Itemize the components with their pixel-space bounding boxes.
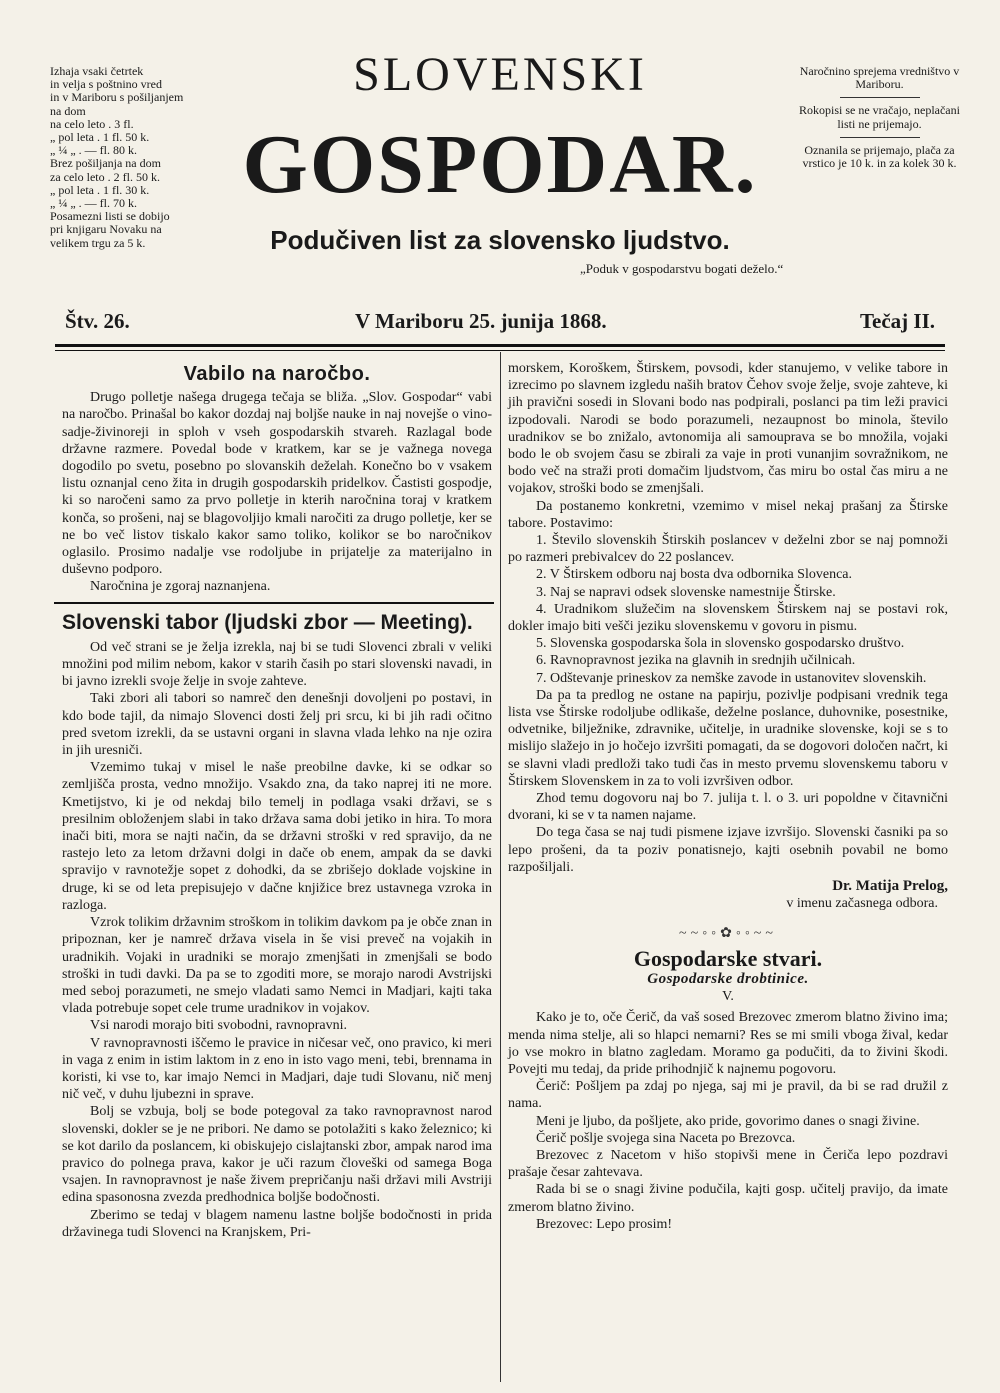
subscription-line: velikem trgu za 5 k. xyxy=(50,235,146,250)
paragraph: Rada bi se o snagi živine podučila, kajti gosp. učitelj pravijo, da imate zmerom blatno živino. xyxy=(508,1182,948,1215)
paragraph: Naročnina je zgoraj naznanjena. xyxy=(90,579,271,595)
subscription-line: in v Mariboru s pošiljanjem xyxy=(50,90,184,105)
paragraph: Čerič: Pošljem pa zdaj po njega, saj mi je pravil, da bi se rad družil z nama. xyxy=(508,1079,948,1112)
list-item: 7. Odštevanje prineskov za nemške zavode in ustanovitev slovenskih. xyxy=(536,670,927,686)
section-rule xyxy=(54,602,494,604)
list-item: 4. Uradnikom služečim na slovenskem Štirskem naj se postavi rok, dokler imajo biti vešči jeziku slovenskemu v govoru in pismu. xyxy=(508,601,948,635)
paragraph: Zberimo se tedaj v blagem namenu lastne boljše bodočnosti in prida državinega tudi Slovenci na Kranjskem, Pri- xyxy=(62,1207,492,1240)
ornament-divider: ~~◦◦✿◦◦~~ xyxy=(679,925,777,941)
column-divider xyxy=(500,352,501,1382)
editorial-info-manuscripts: Rokopisi se ne vračajo, neplačani listi ne prijemajo. xyxy=(799,103,960,131)
editorial-info-orders: Naročnino sprejema vredništvo v Mariboru. xyxy=(799,64,960,92)
list-item: 5. Slovenska gospodarska šola in slovensko gospodarsko društvo. xyxy=(536,636,905,652)
section-title-tabor: Slovenski tabor (ljudski zbor — Meeting). xyxy=(62,610,473,634)
divider xyxy=(840,137,920,138)
demands-list xyxy=(508,532,948,687)
header-rule-thin xyxy=(55,350,945,351)
section-subtitle: Gospodarske drobtinice. xyxy=(647,970,809,987)
volume-number: Tečaj II. xyxy=(859,309,935,333)
paragraph: Do tega časa se naj tudi pismene izjave izvršijo. Slovenski časniki pa so lepo prošeni, da ta poziv ponatisnejo, kajti osebnih povabil ne bomo razpošiljali. xyxy=(508,825,948,875)
right-column xyxy=(508,360,948,1233)
paragraph: Drugo polletje našega drugega tečaja se bliža. „Slov. Gospodar“ vabi na naročbo. Prinašal bo kakor dozdaj naj boljše nauke in naj novejše o vino-sadje-živinoreji in sploh v vseh gospodarskih stvareh. Razlagal bode državne razmere. Povedal bode v kratkem, kar se je važnega novega dogodilo po svetu, posebno po slovanskih deželah. Konečno bo v vsakem listu oznanjal ceno žita in drugih gospodarskih pridelkov. Častisti gospodje, ki so naročeni samo za prvo polletje in kterih naročnina toraj v kratkem konča, so prošeni, naj se blagovoljijo kmali naročiti za drugo polletje, ker se ne bo več listov tiskalo kakor samo toliko, kolikor se bo naročnikov oglasilo. Prosimo nadalje vse rodoljube in prijatelje za materijalno in duševno podporo. xyxy=(62,390,492,578)
subscription-line: „ ¼ „ . — fl. 70 k. xyxy=(50,196,137,211)
subscription-line: Brez pošiljanja na dom xyxy=(50,156,161,171)
paragraph: Brezovec: Lepo prosim! xyxy=(536,1216,673,1232)
list-item: 6. Ravnopravnost jezika na glavnih in srednjih učilnicah. xyxy=(536,653,856,669)
masthead-title-main: GOSPODAR. xyxy=(242,118,758,211)
list-item: 3. Naj se napravi odsek slovenske namestnije Štirske. xyxy=(536,584,836,600)
masthead-subtitle: Podučiven list za slovensko ljudstvo. xyxy=(270,225,730,255)
subscription-line: na dom xyxy=(50,103,86,118)
subscription-line: Izhaja vsaki četrtek xyxy=(50,64,144,78)
paragraph: Od več strani se je želja izrekla, naj bi se tudi Slovenci zbrali v veliki množini pod milim nebom, kakor v starih časih po stari slovenski navadi, in bi javno izrekli svoje želje in svoje zahteve. xyxy=(62,639,492,690)
paragraph: Čerič pošlje svojega sina Naceta po Brezovca. xyxy=(536,1130,796,1146)
paragraph: morskem, Koroškem, Štirskem, povsodi, kder stanujemo, v velike tabore in izrecimo po slavnem izgledu naših bratov Čehov svoje želje, svoje zahteve, ki jih pravični sosedi in Slovani bodo nas podpirali, poslanci pa tim leži pravici izpodovali. Narodi se bodo porazumeli, nezaupnost bo minola, število uradnikov se bo znižalo, avtonomija ali samouprava se bo množila, vojaki bodo le ob svojem času se zbirali za vaje in proti vunanjim sovražnikom, ne bodo več na straži proti domačim ljudstvom, čas miru bo ostal čas miru a ne vojakov, stroški bodo se zmenjšali. xyxy=(508,361,948,497)
signature: Dr. Matija Prelog, xyxy=(832,878,948,895)
list-item: 2. V Štirskem odboru naj bosta dva odbornika Slovenca. xyxy=(536,567,852,583)
subscription-info xyxy=(50,65,230,250)
left-column xyxy=(62,360,492,1241)
subscription-line: „ ¼ „ . — fl. 80 k. xyxy=(50,143,137,158)
subscription-line: „ pol leta . 1 fl. 50 k. xyxy=(50,130,150,145)
divider xyxy=(840,97,920,98)
paragraph: V ravnopravnosti iščemo le pravice in ničesar več, ono pravico, ki meri in vaga z enim in istim laktom in z eno in isto vago meni, tebi, brennama in koristi, ki vse to, kar imajo Nemci in Madjari, daje tudi Slovanu, nič menj nič več, v duhu ljubezni in sprave. xyxy=(62,1035,492,1103)
paragraph: Vzemimo tukaj v misel le naše preobilne davke, ki se odkar so zemljišča prosta, vedno množijo. Vsakdo zna, da tako naprej iti ne more. Kmetijstvo, ki je od nekdaj bilo temelj in podlaga vsaki državi, se s presilnim obloženjem slabi in tako država sama dobi jetiko in hira. To mora inači biti, mora se najti način, da se državni stroški v red spravijo, da ne rastejo leto za letom državni dolgi in dače ob enem, ampak da se davki spravijo v ravnotežje sopet z dohodki, da se zbrišejo doklade vojskine in druge, ki se od leta prepisujejo v dačne knjižice brez ustavnega vzroka in razloga. xyxy=(62,760,492,913)
subscription-line: na celo leto . 3 fl. xyxy=(50,116,134,131)
issue-bar xyxy=(55,309,935,337)
section-numeral: V. xyxy=(722,989,734,1005)
paragraph: Meni je ljubo, da pošljete, ako pride, govorimo danes o snagi živine. xyxy=(536,1113,920,1129)
masthead-title-top: SLOVENSKI xyxy=(353,48,647,101)
header-rule xyxy=(55,344,945,347)
editorial-info-ads: Oznanila se prijemajo, plača za vrstico je 10 k. in za kolek 30 k. xyxy=(802,142,957,171)
issue-number: Štv. 26. xyxy=(65,309,130,333)
section-title-subscription: Vabilo na naročbo. xyxy=(183,363,371,385)
paragraph: Taki zbori ali tabori so namreč den denešnji dovoljeni po postavi, in kdo bode tajil, da nimajo Slovenci dosti želj pri srcu, ki bi jih radi očitno pred svetom izrekli, da se ustavni organi in slavna vlada lehko na nje ozira in jih uresniči. xyxy=(62,691,492,759)
editorial-info xyxy=(792,65,967,170)
paragraph: Da postanemo konkretni, vzemimo v misel nekaj prašanj za Štirske tabore. Postavimo: xyxy=(508,498,948,531)
paragraph: Vzrok tolikim državnim stroškom in tolikim davkom pa je obče znan in pripoznan, ker je namreč država visela in še visi preveč na vojakih in uradnikih. Vojaki in uradniki se morajo zmenjšati in zmenjšali se bodo stroški in tudi davki. Da pa se to zgoditi more, se morajo narodi Avstrijski med seboj porazumeti, ne smejo vladati samo Nemci in Madjari, kajti taka vlada potrebuje sopet cele trume uradnikov in vojakov. xyxy=(62,915,492,1017)
paragraph: Da pa ta predlog ne ostane na papirju, pozivlje podpisani vrednik tega lista vse Štirske rodoljube odlikaše, deželne poslance, duhovnike, posestnike, odvetnike, bilježnike, zdravnike, učitelje, in uradnike slovenske, koji se s to mislijo slažejo in jo hočejo izvršiti pomagati, da se dogovori določen načrt, ki se slavni vladi predloži tako tudi čas in mesto prvemu slovenskemu taboru v Štirskem Slovenskem in za to voli izvršiven odbor. xyxy=(508,687,948,789)
paragraph: Kako je to, oče Čerič, da vaš sosed Brezovec zmerom blatno živino ima; menda nima stelje, ali so hlapci nemarni? Res se mi smili vboga žival, kedar jo vse mokro in blatno zagledam. Moramo ga podučiti, da to živini škodi. Povejti mu tedaj, da pride prihodnjič k najnemu pogovoru. xyxy=(508,1010,948,1077)
section-title-economy: Gospodarske stvari. xyxy=(633,945,823,971)
paragraph: Bolj se vzbuja, bolj se bode potegoval za tako ravnopravnost narod slovenski, dokler se je ne pribori. Ne damo se potolažiti s kako železnico; ki se kot darilo da poslancem, ki obiskujejo cislajtanski zbor, ampak narod ima pravico do polnega prava, kakor je uči razum človeški od samega Boga vsajen. In ravnopravnost je naše živem prepričanju naši državi mili Avstriji edina spasonosna zvezda predhodnica boljše bodočnosti. xyxy=(62,1104,492,1206)
subscription-line: „ pol leta . 1 fl. 30 k. xyxy=(50,182,150,197)
subscription-line: za celo leto . 2 fl. 50 k. xyxy=(50,169,160,184)
masthead-motto: „Poduk v gospodarstvu bogati deželo.“ xyxy=(580,261,784,276)
place-date: V Mariboru 25. junija 1868. xyxy=(355,309,607,333)
subscription-line: in velja s poštnino vred xyxy=(50,77,162,92)
subscription-line: Posamezni listi se dobijo xyxy=(50,209,170,224)
subscription-line: pri knjigaru Novaku na xyxy=(50,222,162,237)
signature-note: v imenu začasnega odbora. xyxy=(786,896,938,912)
paragraph: Brezovec z Nacetom v hišo stopivši mene in Čeriča lepo pozdravi prašaje česar zahtevava. xyxy=(508,1147,948,1181)
paragraph: Zhod temu dogovoru naj bo 7. julija t. l. o 3. uri popoldne v čitavnični dvorani, ki se v ta namen najame. xyxy=(508,791,948,824)
paragraph: Vsi narodi morajo biti svobodni, ravnopravni. xyxy=(90,1018,348,1034)
list-item: 1. Število slovenskih Štirskih poslancev v deželni zbor se naj pomnoži po razmeri prebivalcev do 22 poslancev. xyxy=(508,533,948,566)
